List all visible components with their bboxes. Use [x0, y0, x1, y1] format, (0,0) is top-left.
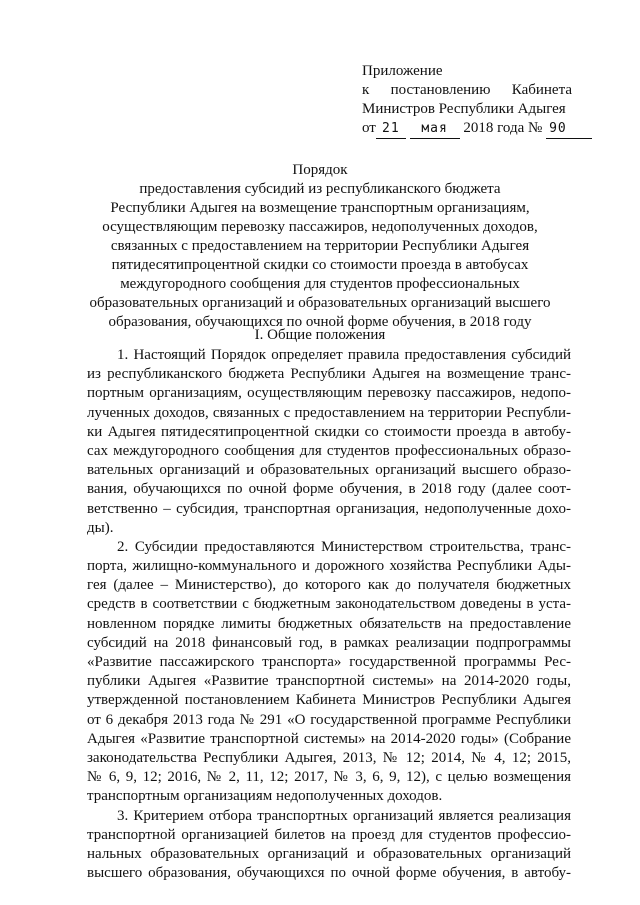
title-line: пятидесятипроцентной скидки со стоимости проезда в автобусах — [111, 257, 529, 273]
appendix-title: Приложение — [362, 63, 443, 79]
title-line: образовательных организаций и образовательных организаций высшего — [89, 295, 551, 311]
appendix-date-line — [362, 119, 572, 139]
document-body — [87, 346, 571, 883]
appendix-word-postanovleniyu: постановлению — [390, 82, 491, 98]
paragraph-1-line: лученных доходов, связанных с предоставлением на территории Республи- — [87, 404, 571, 421]
paragraph-3-line: 3. Критерием отбора транспортных организаций является реализация — [117, 807, 571, 824]
paragraph-2-line: новленном порядке лимиты бюджетных обязательств на предоставление — [87, 615, 571, 632]
appendix-word-kabineta: Кабинета — [511, 82, 572, 98]
paragraph-2-line: транспортным организациям недополученных доходов. — [87, 788, 443, 805]
paragraph-2-line: от 6 декабря 2013 года № 291 «О государственной программе Республики — [87, 711, 571, 728]
paragraph-1-line: ки Адыгея пятидесятипроцентной скидки со стоимости проезда в автобу- — [87, 423, 571, 440]
title-line: Республики Адыгея на возмещение транспортным организациям, — [110, 200, 530, 216]
date-prefix: от — [362, 120, 376, 136]
date-year-text: 2018 года № — [463, 120, 543, 136]
title-heading: Порядок — [292, 162, 348, 178]
paragraph-2-line: публики Адыгея «Развитие транспортной системы» на 2014-2020 годы, — [87, 673, 571, 690]
title-line: осуществляющим перевозку пассажиров, недополученных доходов, — [102, 219, 538, 235]
paragraph-2-line: утвержденной постановлением Кабинета Министров Республики Адыгея — [87, 692, 571, 709]
paragraph-1-line: портным организациям, осуществляющим перевозку пассажиров, недопо- — [87, 385, 571, 402]
paragraph-2-line: № 6, 9, 12; 2016, № 2, 11, 12; 2017, № 3, 6, 9, 12), с целью возмещения — [87, 769, 571, 786]
document-title — [80, 161, 560, 332]
paragraph-1-line: ды). — [87, 519, 114, 536]
paragraph-2-line: гея (далее – Министерство), до которого как до получателя бюджетных — [87, 577, 571, 594]
paragraph-2-line: субсидий на 2018 финансовый год, в рамках реализации подпрограммы — [87, 634, 571, 651]
appendix-k: к — [362, 82, 370, 98]
paragraph-3-line: транспортной организацией билетов на проезд для студентов профессио- — [87, 826, 571, 843]
paragraph-2-line: законодательства Республики Адыгея, 2013, № 12; 2014, № 4, 12; 2015, — [87, 749, 571, 766]
paragraph-1-line: ветственно – субсидия, транспортная организация, недополученные дохо- — [87, 500, 571, 517]
paragraph-1-line: 1. Настоящий Порядок определяет правила предоставления субсидий — [117, 347, 571, 363]
paragraph-2-line: «Развитие пассажирского транспорта» государственной программы Рес- — [87, 654, 571, 670]
title-line: образования, обучающихся по очной форме обучения, в 2018 году — [108, 314, 532, 330]
paragraph-1-line: из республиканского бюджета Республики Адыгея на возмещение транс- — [87, 366, 571, 383]
paragraph-2-line: Адыгея «Развитие транспортной системы» на 2014-2020 годы» (Собрание — [87, 730, 571, 747]
paragraph-1-line: сах междугородного сообщения для студентов профессиональных образо- — [87, 442, 571, 459]
paragraph-1-line: вания, обучающихся по очной форме обучения, в 2018 году (далее соот- — [87, 481, 571, 498]
paragraph-1-line: вательных организаций и образовательных организаций высшего образо- — [87, 462, 571, 479]
appendix-line-3: Министров Республики Адыгея — [362, 101, 566, 117]
paragraph-2-line: 2. Субсидии предоставляются Министерством строительства, транс- — [117, 538, 571, 555]
handwritten-month: мая — [410, 119, 460, 139]
paragraph-3-line: высшего образования, обучающихся по очной форме обучения, в автобу- — [87, 865, 571, 882]
appendix-line-2 — [362, 81, 572, 100]
paragraph-2-line: порта, жилищно-коммунального и дорожного хозяйства Республики Ады- — [87, 558, 571, 575]
title-line: связанных с предоставлением на территории Республики Адыгея — [110, 238, 530, 254]
paragraph-2-line: средств в соответствии с бюджетным законодательством доведены в уста- — [87, 596, 571, 613]
title-line: предоставления субсидий из республиканского бюджета — [139, 181, 501, 197]
title-line: междугородного сообщения для студентов профессиональных — [120, 276, 520, 292]
appendix-block — [362, 62, 572, 139]
section-heading: I. Общие положения — [254, 327, 386, 343]
paragraph-3-line: нальных образовательных организаций и образовательных организаций — [87, 845, 571, 862]
handwritten-doc-number: 90 — [546, 119, 592, 139]
handwritten-day: 21 — [376, 119, 406, 139]
